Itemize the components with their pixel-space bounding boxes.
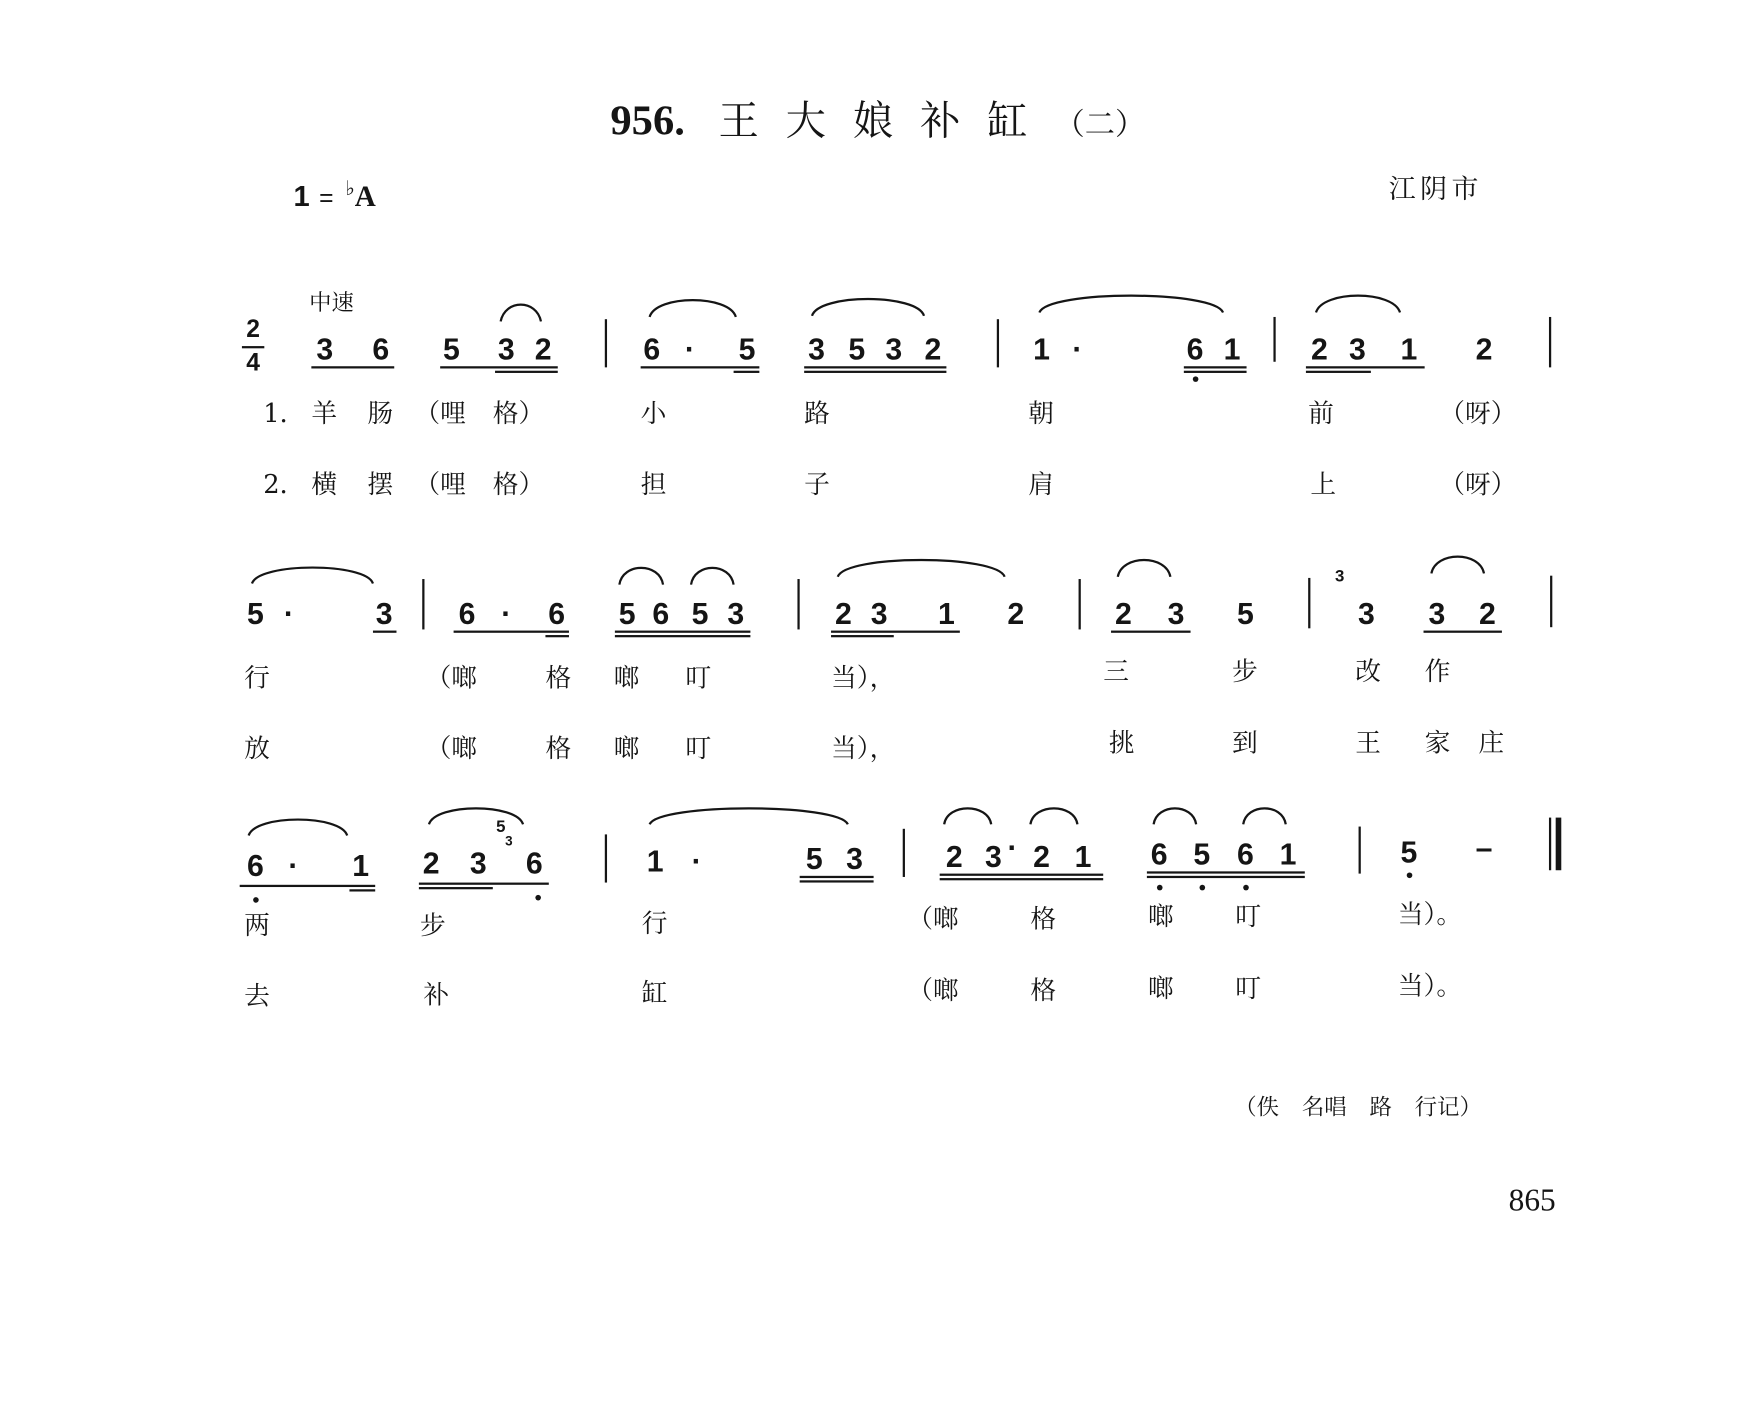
lyric: 缸: [641, 978, 668, 1008]
lyric: 摆: [367, 470, 394, 500]
lyric: 担: [640, 470, 667, 500]
beam-underline: [311, 366, 394, 368]
note: 2: [534, 332, 552, 367]
note: 6: [246, 848, 264, 883]
lyric: （啷: [425, 734, 478, 764]
note: 6: [1237, 837, 1254, 872]
note: 5: [1237, 596, 1254, 631]
beam-underline: [1184, 371, 1247, 373]
barline: [605, 319, 607, 367]
note: 2: [945, 840, 963, 874]
note: 6: [548, 596, 566, 631]
beam-underline: [615, 631, 751, 633]
slur: [1118, 560, 1171, 577]
slur: [1154, 808, 1197, 824]
low-octave-dot: [1406, 872, 1412, 878]
lyric: 啷: [1148, 974, 1174, 1004]
beam-underline: [1147, 876, 1305, 878]
note: 1: [352, 848, 370, 883]
lyric: 挑: [1108, 729, 1135, 759]
note: 1: [1074, 840, 1092, 874]
beam-underline: [373, 631, 397, 633]
slur: [619, 568, 663, 585]
lyric: 格: [545, 734, 572, 764]
augmentation-dot: ·: [1072, 332, 1083, 367]
beam-underline: [831, 635, 894, 637]
beam-underline: [800, 876, 874, 878]
lyric: 叮: [1235, 974, 1262, 1004]
lyric: 步: [420, 911, 446, 941]
lyric: 肩: [1028, 470, 1054, 500]
beam-underline: [940, 878, 1104, 880]
lyric: 啷: [1148, 902, 1174, 932]
lyric: 叮: [685, 734, 712, 764]
lyric: 补: [423, 981, 450, 1011]
low-octave-dot: [535, 895, 541, 901]
note: 1: [937, 596, 955, 631]
lyric: 放: [244, 734, 270, 764]
note: 3: [1349, 332, 1366, 367]
note: 3: [1428, 596, 1446, 631]
augmentation-dot: ·: [1007, 831, 1018, 865]
note: 3: [985, 840, 1002, 874]
lyric: 王: [1355, 729, 1381, 759]
lyric: （啷: [907, 976, 959, 1006]
lyric: 横: [311, 470, 338, 500]
final-barline-thick: [1556, 818, 1562, 871]
lyric: 行: [244, 664, 270, 694]
barline: [903, 829, 905, 877]
note: 2: [1475, 332, 1493, 367]
grace-note: 3: [505, 833, 513, 849]
lyric: 两: [244, 911, 270, 941]
low-octave-dot: [1243, 885, 1249, 891]
lyric: 肠: [367, 399, 394, 429]
augmentation-dot: ·: [288, 848, 299, 883]
beam-underline: [734, 371, 760, 373]
key-tonic: 1: [293, 179, 310, 213]
title-part: （二）: [1054, 107, 1146, 143]
lyric: 啷: [613, 734, 640, 764]
lyric: 庄: [1478, 729, 1505, 759]
title-number: 956.: [610, 97, 685, 145]
note: 3: [469, 846, 487, 881]
note: 5: [442, 332, 460, 367]
lyric: 格）: [492, 470, 545, 500]
beam-underline: [641, 366, 760, 368]
low-octave-dot: [1199, 885, 1205, 891]
beam-underline: [1306, 366, 1425, 368]
note: 3: [808, 332, 825, 367]
note: 2: [1114, 596, 1132, 631]
lyric: 子: [804, 470, 830, 500]
note: 2: [834, 596, 852, 631]
note: 5: [805, 842, 823, 876]
final-barline-thin: [1549, 818, 1551, 871]
sustain-dash: –: [1475, 831, 1493, 865]
key-equals: =: [319, 183, 334, 212]
beam-underline: [1184, 366, 1247, 368]
beam-underline: [615, 635, 751, 637]
note: 3: [1357, 596, 1375, 631]
lyric: 朝: [1028, 399, 1054, 429]
slur: [429, 808, 523, 824]
lyric: （啷: [425, 664, 478, 694]
note: 2: [1478, 596, 1496, 631]
augmentation-dot: ·: [501, 596, 512, 631]
beam-underline: [1306, 371, 1371, 373]
slur: [252, 568, 373, 584]
note: 3: [870, 596, 888, 631]
slur: [650, 808, 848, 824]
note: 6: [1150, 837, 1168, 872]
note: 1: [1279, 837, 1297, 872]
beam-underline: [940, 874, 1104, 876]
beam-underline: [495, 371, 558, 373]
lyric: 啷: [613, 664, 640, 694]
lyric: 羊: [311, 399, 338, 429]
lyric: （哩: [414, 399, 466, 429]
lyric: 格: [1030, 904, 1057, 935]
slur: [691, 568, 734, 585]
slur: [249, 820, 348, 836]
note: 1: [646, 844, 664, 879]
barline: [1273, 317, 1275, 362]
note: 2: [422, 846, 440, 881]
lyric: 去: [244, 982, 270, 1012]
lyric: 小: [640, 399, 667, 429]
beam-underline: [804, 371, 946, 373]
slur: [1039, 296, 1223, 313]
note: 5: [618, 596, 636, 631]
note: 3: [316, 332, 334, 367]
slur: [1030, 808, 1077, 824]
beam-underline: [419, 887, 493, 889]
augmentation-dot: ·: [684, 332, 695, 367]
note: 6: [525, 846, 543, 881]
low-octave-dot: [1156, 885, 1162, 891]
lyric: 当），: [831, 734, 896, 764]
time-signature-beats: 2: [246, 314, 260, 343]
note: 6: [643, 332, 661, 367]
note: 3: [375, 596, 393, 631]
barline: [997, 319, 999, 367]
barline: [422, 579, 424, 629]
note: 6: [652, 596, 670, 631]
beam-underline: [545, 635, 569, 637]
slur: [838, 560, 1005, 577]
lyric: 改: [1355, 657, 1381, 687]
lyric: 上: [1310, 470, 1337, 500]
slur: [1431, 557, 1484, 574]
lyric: 叮: [1235, 902, 1262, 932]
low-octave-dot: [1192, 376, 1198, 382]
page-number: 865: [1508, 1183, 1556, 1219]
beam-underline: [831, 631, 960, 633]
note: 3: [727, 596, 745, 631]
low-octave-dot: [253, 897, 259, 903]
lyric: 当）。: [1397, 900, 1463, 930]
beam-underline: [1147, 871, 1305, 873]
slur: [650, 300, 736, 317]
tempo-marking: 中速: [309, 288, 354, 316]
note: 1: [1223, 332, 1241, 367]
note: 5: [691, 596, 709, 631]
slur: [1243, 808, 1286, 824]
lyric: 格: [545, 664, 572, 694]
beam-underline: [454, 631, 569, 633]
note: 2: [924, 332, 942, 367]
slur: [1316, 296, 1400, 313]
beam-underline: [240, 885, 376, 887]
lyric: 前: [1308, 399, 1334, 429]
lyric: （呀）: [1439, 470, 1517, 500]
note: 3: [1167, 596, 1185, 631]
note: 2: [1310, 332, 1328, 367]
barline: [1549, 317, 1551, 367]
lyric: 1．: [263, 399, 306, 429]
slur: [944, 808, 991, 824]
title-text: 王大娘补缸: [718, 98, 1055, 145]
lyric: 当），: [831, 664, 896, 694]
note: 5: [246, 596, 264, 631]
note: 5: [1193, 837, 1211, 872]
flat-icon: ♭: [345, 176, 355, 201]
lyric: 家: [1424, 729, 1451, 759]
lyric: 到: [1232, 729, 1258, 759]
beam-underline: [1111, 631, 1191, 633]
lyric: 作: [1424, 657, 1451, 687]
lyric: 当）。: [1397, 972, 1463, 1002]
key-note: A: [354, 180, 376, 213]
note: 6: [458, 596, 476, 631]
note: 6: [1186, 332, 1204, 367]
barline: [1550, 576, 1552, 628]
note: 2: [1033, 840, 1051, 874]
credit-line: （佚 名唱 路 行记）: [1234, 1093, 1482, 1120]
lyric: 2．: [263, 470, 306, 500]
note: 5: [738, 332, 756, 367]
region: 江阴市: [1388, 173, 1483, 205]
time-signature-unit: 4: [246, 348, 260, 377]
slur: [812, 299, 924, 316]
lyric: （哩: [414, 470, 466, 500]
beam-underline: [440, 366, 558, 368]
lyric: 步: [1232, 657, 1258, 687]
beam-underline: [1424, 631, 1502, 633]
beam-underline: [419, 883, 549, 885]
augmentation-dot: ·: [283, 596, 294, 631]
barline: [1308, 578, 1310, 628]
note: 3: [497, 332, 515, 367]
lyric: 叮: [685, 664, 712, 694]
barline: [797, 579, 799, 629]
grace-note: 5: [496, 817, 506, 837]
lyric: 路: [804, 399, 830, 429]
note: 2: [1007, 596, 1025, 631]
grace-note: 3: [1335, 566, 1345, 586]
lyric: （呀）: [1439, 399, 1517, 429]
beam-underline: [800, 880, 874, 882]
lyric: 格）: [492, 399, 545, 429]
lyric: （啷: [907, 904, 959, 935]
barline: [1359, 827, 1361, 874]
note: 3: [885, 332, 903, 367]
slur: [501, 305, 541, 322]
barline: [605, 834, 607, 882]
note: 3: [846, 842, 863, 876]
note: 5: [1400, 835, 1418, 870]
lyric: 三: [1103, 657, 1129, 687]
note: 6: [372, 332, 390, 367]
barline: [1079, 579, 1081, 629]
note: 1: [1400, 332, 1418, 367]
beam-underline: [804, 366, 946, 368]
lyric: 格: [1030, 976, 1057, 1006]
note: 1: [1033, 332, 1051, 367]
beam-underline: [349, 889, 375, 891]
note: 5: [848, 332, 866, 367]
augmentation-dot: ·: [691, 844, 702, 879]
lyric: 行: [641, 909, 668, 939]
